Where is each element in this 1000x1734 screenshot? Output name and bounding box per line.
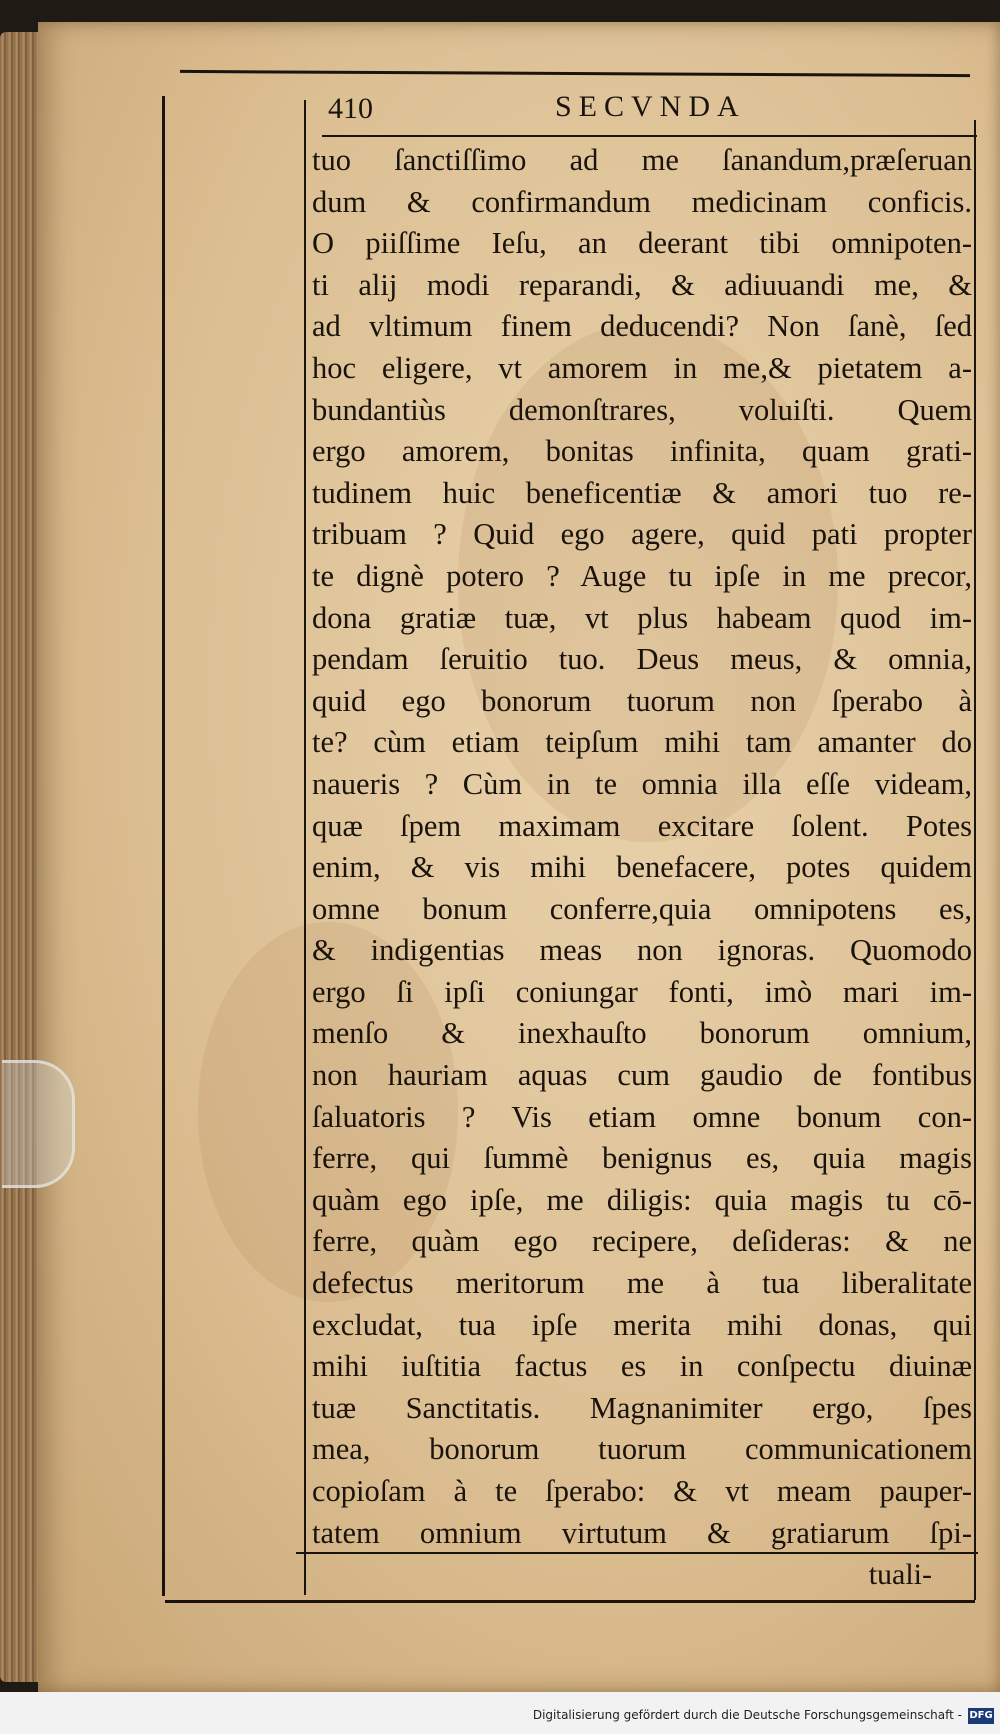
text-line: ad vltimum finem deducendi? Non ſanè, ſed (312, 309, 972, 344)
text-line: ergo ſi ipſi coniungar fonti, imò mari im- (312, 974, 972, 1009)
text-line: pendam ſeruitio tuo. Deus meus, & omnia, (312, 642, 972, 677)
header-rule (322, 135, 977, 137)
text-line: tuæ Sanctitatis. Magnanimiter ergo, ſpes (312, 1390, 972, 1425)
text-line: ti alij modi reparandi, & adiuuandi me, & (312, 267, 972, 302)
text-line: ergo amorem, bonitas infinita, quam grati- (312, 434, 972, 469)
text-line: dum & confirmandum medicinam conficis. (312, 184, 972, 219)
text-line: ſaluatoris ? Vis etiam omne bonum con- (312, 1099, 972, 1134)
body-text (312, 140, 972, 1554)
running-head (320, 90, 940, 134)
text-line: tatem omnium virtutum & gratiarum ſpi- (312, 1515, 972, 1550)
text-line: mea, bonorum tuorum communicationem (312, 1432, 972, 1467)
text-line: quid ego bonorum tuorum non ſperabo à (312, 683, 972, 718)
funding-credit: Digitalisierung gefördert durch die Deutsche Forschungsgemeinschaft - (532, 1708, 962, 1722)
text-line: bundantiùs demonſtrares, voluiſti. Quem (312, 392, 972, 427)
text-line: menſo & inexhauſto bonorum omnium, (312, 1016, 972, 1051)
inner-text-rule (304, 100, 306, 1595)
text-line: tudinem huic beneficentiæ & amori tuo re- (312, 475, 972, 510)
text-line: ferre, qui ſummè benignus es, quia magis (312, 1141, 972, 1176)
text-line: naueris ? Cùm in te omnia illa eſſe videam, (312, 766, 972, 801)
dfg-logo-icon: DFG (968, 1708, 994, 1724)
page-number: 410 (328, 92, 373, 125)
bottom-frame-rule (165, 1600, 975, 1603)
page-clip (2, 1060, 75, 1188)
text-line: hoc eligere, vt amorem in me,& pietatem a- (312, 350, 972, 385)
text-line: omne bonum conferre,quia omnipotens es, (312, 891, 972, 926)
catchword: tuali- (868, 1558, 932, 1591)
text-line: O piiſſime Ieſu, an deerant tibi omnipoten- (312, 226, 972, 261)
running-title: SECVNDA (555, 90, 746, 123)
text-line: enim, & vis mihi benefacere, potes quidem (312, 850, 972, 885)
text-line: quàm ego ipſe, me diligis: quia magis tu cō- (312, 1182, 972, 1217)
text-line: ferre, quàm ego recipere, deſideras: & ne (312, 1224, 972, 1259)
left-margin-rule (162, 96, 165, 1596)
footer-bar (0, 1692, 1000, 1734)
text-line: tribuam ? Quid ego agere, quid pati propter (312, 517, 972, 552)
text-line: dona gratiæ tuæ, vt plus habeam quod im- (312, 600, 972, 635)
text-line: mihi iuſtitia factus es in conſpectu diuinæ (312, 1349, 972, 1384)
text-line: non hauriam aquas cum gaudio de fontibus (312, 1058, 972, 1093)
text-line: defectus meritorum me à tua liberalitate (312, 1266, 972, 1301)
right-text-rule (974, 120, 976, 1600)
text-line: tuo ſanctiſſimo ad me ſanandum,præſeruan (312, 143, 972, 177)
text-line: te dignè potero ? Auge tu ipſe in me precor, (312, 558, 972, 593)
text-line: copioſam à te ſperabo: & vt meam pauper- (312, 1474, 972, 1508)
text-line: quæ ſpem maximam excitare ſolent. Potes (312, 808, 972, 843)
text-line: excludat, tua ipſe merita mihi donas, qui (312, 1307, 972, 1342)
text-line: & indigentias meas non ignoras. Quomodo (312, 933, 972, 968)
text-line: te? cùm etiam teipſum mihi tam amanter do (312, 725, 972, 760)
